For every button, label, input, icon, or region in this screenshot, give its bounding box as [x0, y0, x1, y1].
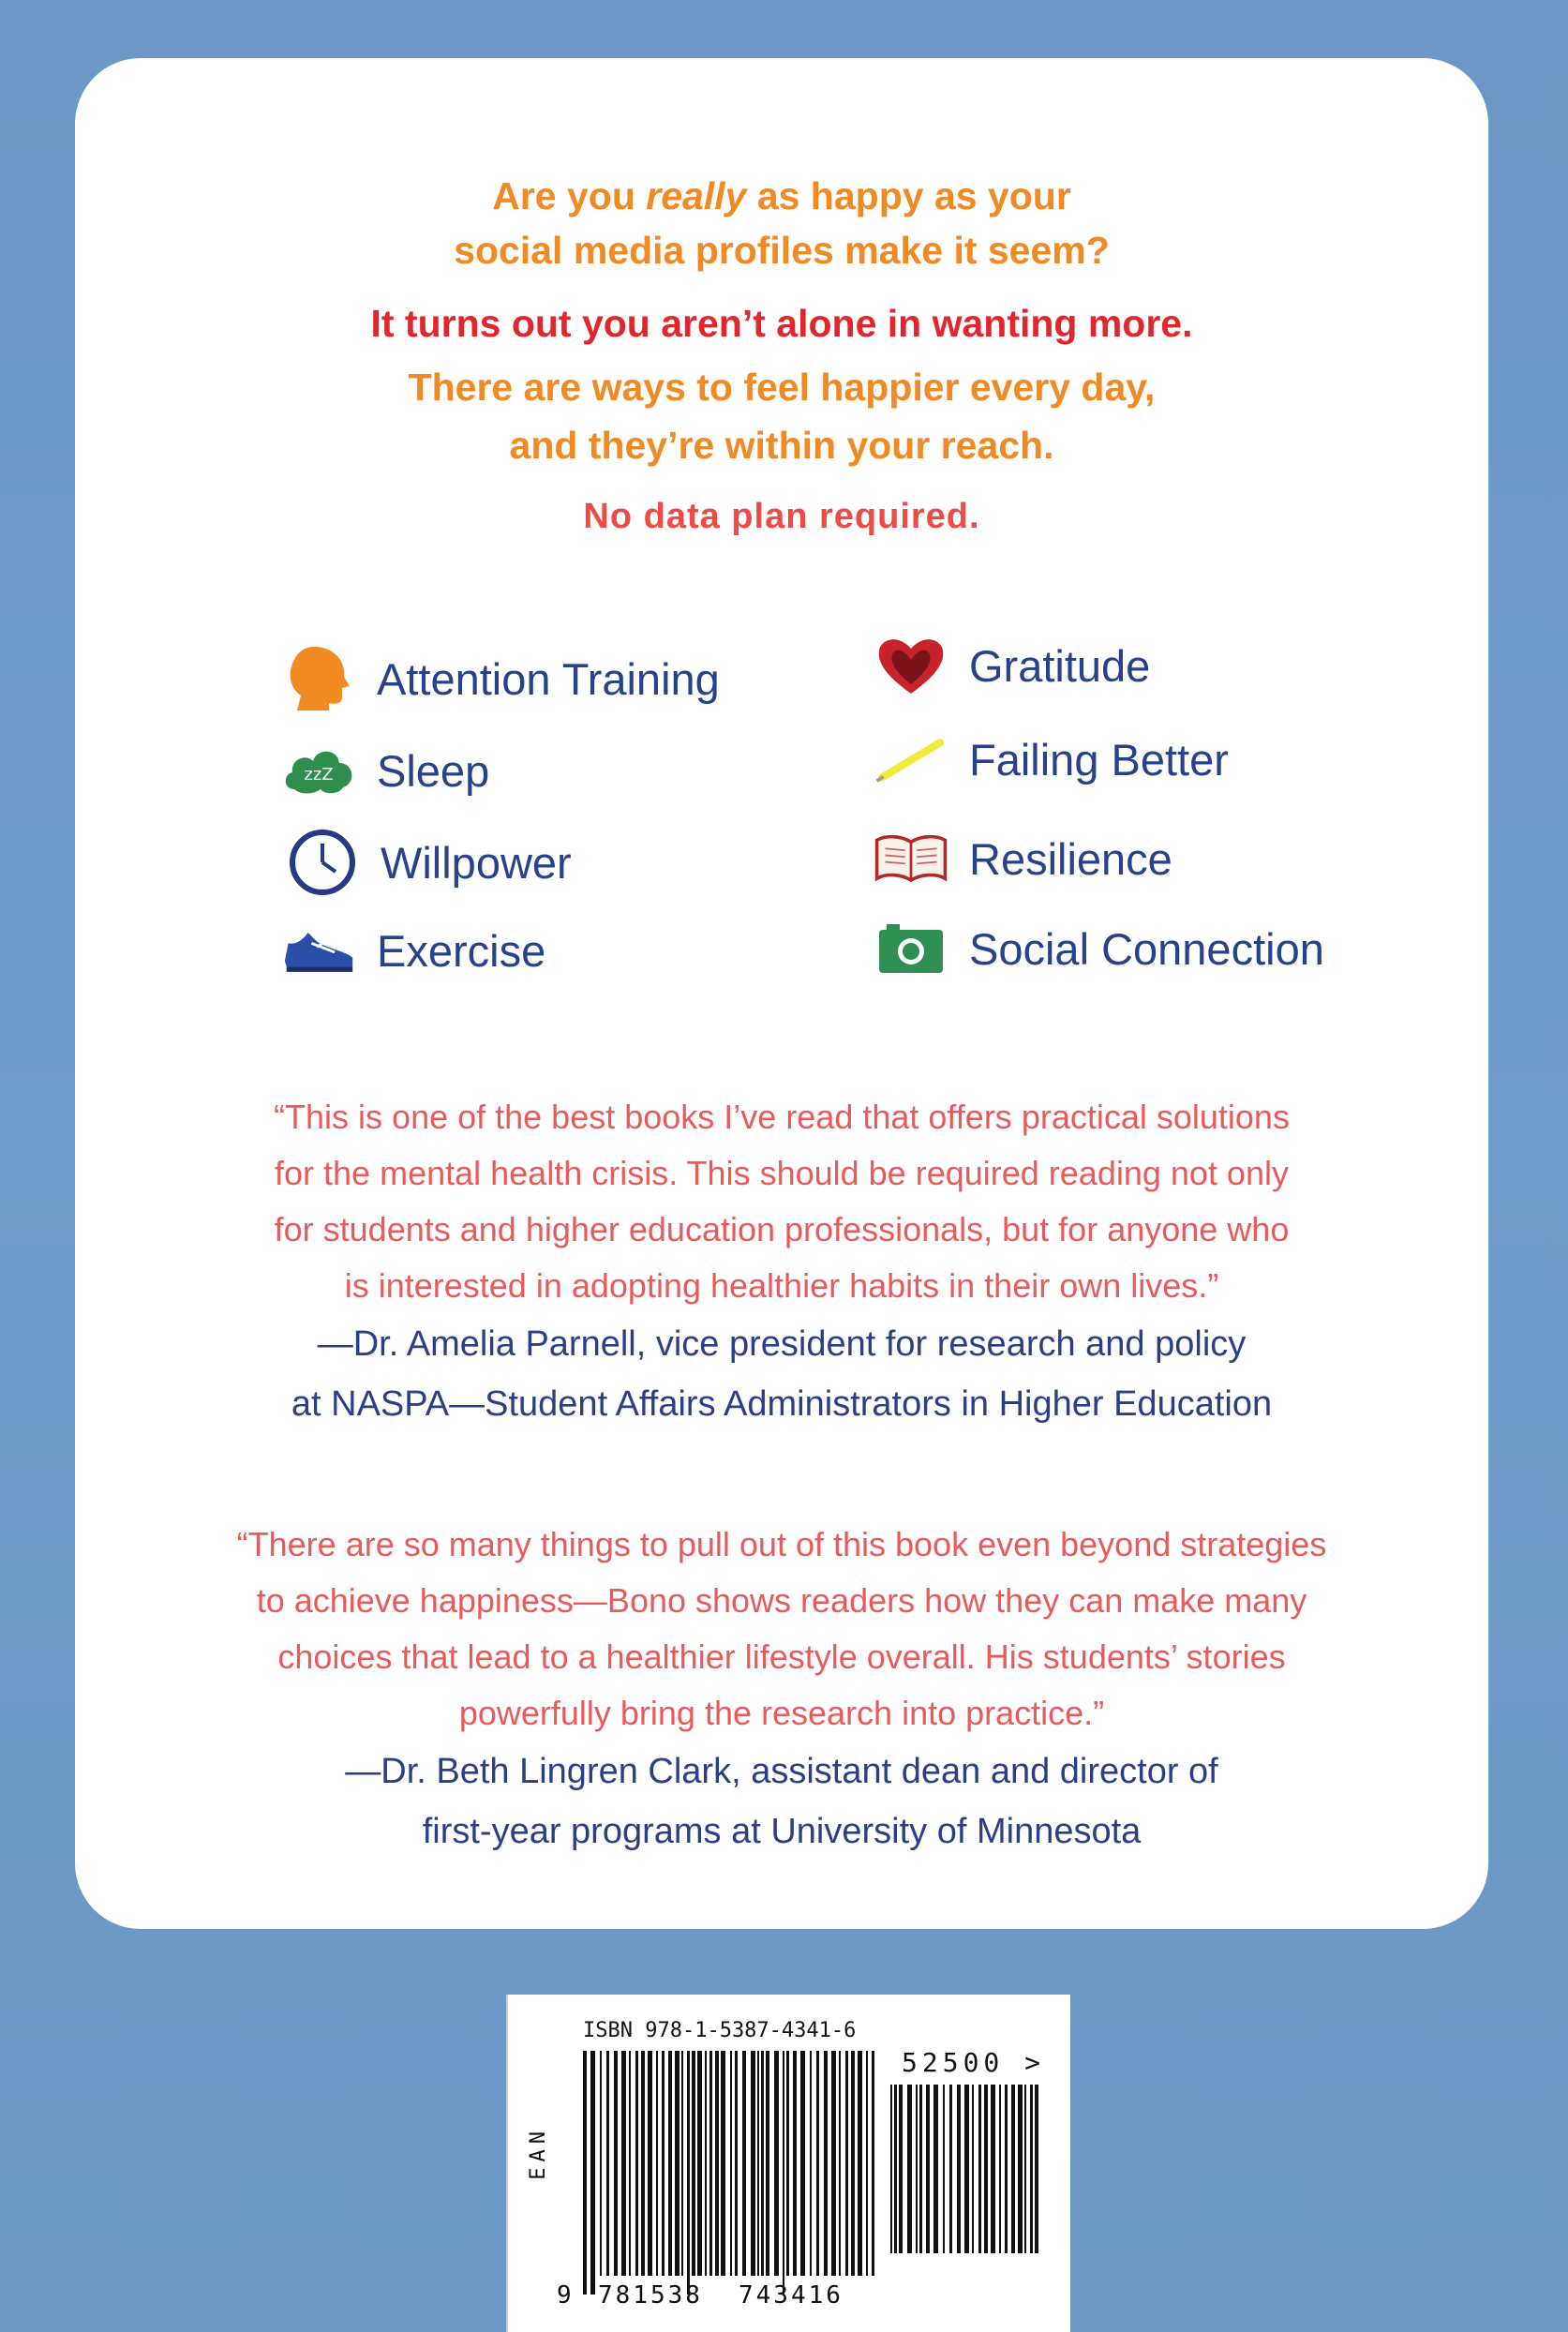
- barcode-bar: [675, 2051, 679, 2276]
- quote-line: to achieve happiness—Bono shows readers how they can make many: [256, 1581, 1307, 1620]
- quote-attribution: first-year programs at University of Minnesota: [422, 1812, 1142, 1851]
- price-arrow: >: [1024, 2047, 1046, 2078]
- barcode-bar: [845, 2051, 848, 2276]
- topic-failing-better: [874, 725, 1229, 793]
- quote-line: is interested in adopting healthier habits in their own lives.”: [344, 1266, 1219, 1305]
- barcode-label: [506, 1995, 1070, 2332]
- barcode-bar: [1011, 2085, 1015, 2253]
- topic-social-connection: [874, 915, 1324, 982]
- barcode-bar: [705, 2051, 707, 2276]
- barcode-bar: [964, 2085, 969, 2253]
- quote-attribution: —Dr. Amelia Parnell, vice president for research and policy: [317, 1324, 1247, 1364]
- barcode-bar: [606, 2051, 609, 2276]
- headline-line-3: It turns out you aren’t alone in wanting more.: [370, 302, 1193, 345]
- topic-label: Gratitude: [969, 640, 1151, 691]
- barcode-bar: [858, 2051, 862, 2276]
- topic-label: Social Connection: [969, 923, 1324, 974]
- barcode-bar: [1030, 2085, 1033, 2253]
- isbn-text: ISBN 978-1-5387-4341-6: [583, 2019, 857, 2042]
- barcode-bar: [831, 2051, 836, 2276]
- barcode-bar: [761, 2051, 764, 2276]
- barcode-bar: [1035, 2085, 1038, 2253]
- barcode-bar: [614, 2051, 618, 2276]
- pencil-icon: [874, 725, 948, 793]
- endorsement-quote-1: [75, 1089, 1488, 1434]
- topic-label: Willpower: [381, 837, 572, 888]
- clock-icon: [285, 829, 360, 896]
- topic-sleep: [281, 737, 489, 804]
- headline-emphasis: really: [646, 174, 747, 217]
- quote-line: for the mental health crisis. This should be required reading not only: [275, 1154, 1289, 1192]
- barcode-bar: [816, 2051, 819, 2276]
- barcode-bar: [984, 2085, 988, 2253]
- barcode-bar: [697, 2051, 702, 2276]
- topic-gratitude: [874, 632, 1150, 699]
- barcode-bar: [810, 2051, 812, 2276]
- barcode-bar: [715, 2051, 719, 2276]
- barcode-bar: [735, 2051, 738, 2276]
- price-code: [902, 2047, 1045, 2078]
- head-silhouette-icon: [281, 645, 356, 712]
- ean-label: EAN: [527, 2126, 550, 2180]
- headline-line-1: [75, 169, 1488, 223]
- barcode-bar: [635, 2051, 638, 2276]
- barcode-bar: [972, 2085, 974, 2253]
- quote-line: “This is one of the best books I’ve read that offers practical solutions: [274, 1098, 1290, 1136]
- barcode-bar: [872, 2051, 874, 2276]
- heart-icon: [874, 632, 948, 699]
- quote-attribution: —Dr. Beth Lingren Clark, assistant dean and director of: [345, 1752, 1218, 1791]
- barcode-bar: [662, 2051, 665, 2276]
- barcode-bar: [641, 2051, 645, 2276]
- barcode-bar: [800, 2051, 805, 2276]
- barcode-bar: [742, 2051, 746, 2276]
- barcode-bar: [1024, 2085, 1026, 2253]
- headline-line-4: There are ways to feel happier every day,: [408, 366, 1156, 409]
- barcode-bar: [957, 2085, 961, 2253]
- barcode-bar: [991, 2085, 995, 2253]
- headline-text: Are you: [492, 174, 647, 217]
- barcode-bar: [656, 2051, 658, 2276]
- barcode-bar: [866, 2051, 868, 2276]
- barcode-bar: [766, 2051, 769, 2276]
- barcode-bar: [933, 2085, 938, 2253]
- open-book-icon: [874, 825, 948, 892]
- headline-line-5: and they’re within your reach.: [509, 424, 1054, 467]
- barcode-bar: [648, 2051, 652, 2276]
- barcode-bar: [687, 2051, 690, 2295]
- barcode-bar: [1018, 2085, 1023, 2253]
- barcode-bar: [668, 2051, 672, 2276]
- sneaker-icon: [281, 917, 356, 984]
- price-digits: 52500: [902, 2047, 1005, 2078]
- quote-line: powerfully bring the research into practice.”: [458, 1694, 1105, 1732]
- barcode-bar: [692, 2051, 695, 2276]
- barcode-bar: [978, 2085, 981, 2253]
- barcode-bar: [629, 2051, 631, 2276]
- barcode-digits-left: 781538: [598, 2281, 703, 2310]
- zzz-cloud-icon: [281, 737, 356, 804]
- topic-label: Exercise: [377, 925, 546, 976]
- barcode-bar: [774, 2051, 779, 2276]
- barcode-bar: [783, 2051, 784, 2295]
- barcode-bar: [583, 2051, 587, 2295]
- back-cover-panel: [75, 58, 1488, 1929]
- barcode-bar: [600, 2051, 602, 2276]
- barcode-bar: [824, 2051, 828, 2276]
- camera-icon: [874, 915, 948, 982]
- svg-text:zzZ: zzZ: [304, 765, 334, 785]
- barcode-bar: [949, 2085, 952, 2253]
- barcode-digits-right: 743416: [739, 2281, 844, 2310]
- headline-text: as happy as your: [746, 174, 1071, 217]
- barcode-bar: [757, 2051, 759, 2276]
- headline-line-2: social media profiles make it seem?: [454, 229, 1110, 272]
- topic-willpower: [285, 829, 572, 896]
- topic-label: Resilience: [969, 833, 1172, 884]
- barcode-bar: [916, 2085, 918, 2253]
- barcode-bar: [721, 2051, 725, 2276]
- topic-label: Sleep: [377, 745, 490, 796]
- quote-line: for students and higher education professionals, but for anyone who: [274, 1210, 1290, 1248]
- barcode-bar: [786, 2051, 789, 2276]
- barcode-bar: [1005, 2085, 1008, 2253]
- topic-resilience: [874, 825, 1172, 892]
- barcode-bar: [894, 2085, 897, 2253]
- barcode-bar: [899, 2085, 903, 2253]
- quote-line: “There are so many things to pull out of this book even beyond strategies: [236, 1525, 1327, 1563]
- barcode-bar: [681, 2051, 683, 2276]
- topic-attention-training: [281, 645, 720, 712]
- barcode-bar: [793, 2051, 797, 2276]
- isbn-barcode: [583, 2051, 883, 2295]
- barcode-bar: [851, 2051, 855, 2276]
- barcode-bar: [590, 2051, 595, 2295]
- barcode-bar: [751, 2051, 755, 2276]
- barcode-bar: [907, 2085, 912, 2253]
- quote-attribution: at NASPA—Student Affairs Administrators in Higher Education: [291, 1384, 1273, 1424]
- barcode-digit-first: 9: [557, 2281, 575, 2310]
- topic-label: Attention Training: [377, 653, 720, 704]
- barcode-bar: [926, 2085, 930, 2253]
- topic-exercise: [281, 917, 545, 984]
- price-barcode: [890, 2085, 1050, 2272]
- barcode-bar: [730, 2051, 732, 2276]
- barcode-bar: [999, 2085, 1001, 2253]
- barcode-bar: [943, 2085, 945, 2253]
- topic-label: Failing Better: [969, 734, 1229, 785]
- barcode-bar: [919, 2085, 922, 2253]
- headline-line-6: No data plan required.: [583, 497, 980, 536]
- barcode-bar: [621, 2051, 626, 2276]
- endorsement-quote-2: [75, 1517, 1488, 1861]
- barcode-bar: [839, 2051, 841, 2276]
- barcode-bar: [709, 2051, 712, 2276]
- quote-line: choices that lead to a healthier lifestyle overall. His students’ stories: [277, 1637, 1286, 1676]
- barcode-bar: [890, 2085, 892, 2253]
